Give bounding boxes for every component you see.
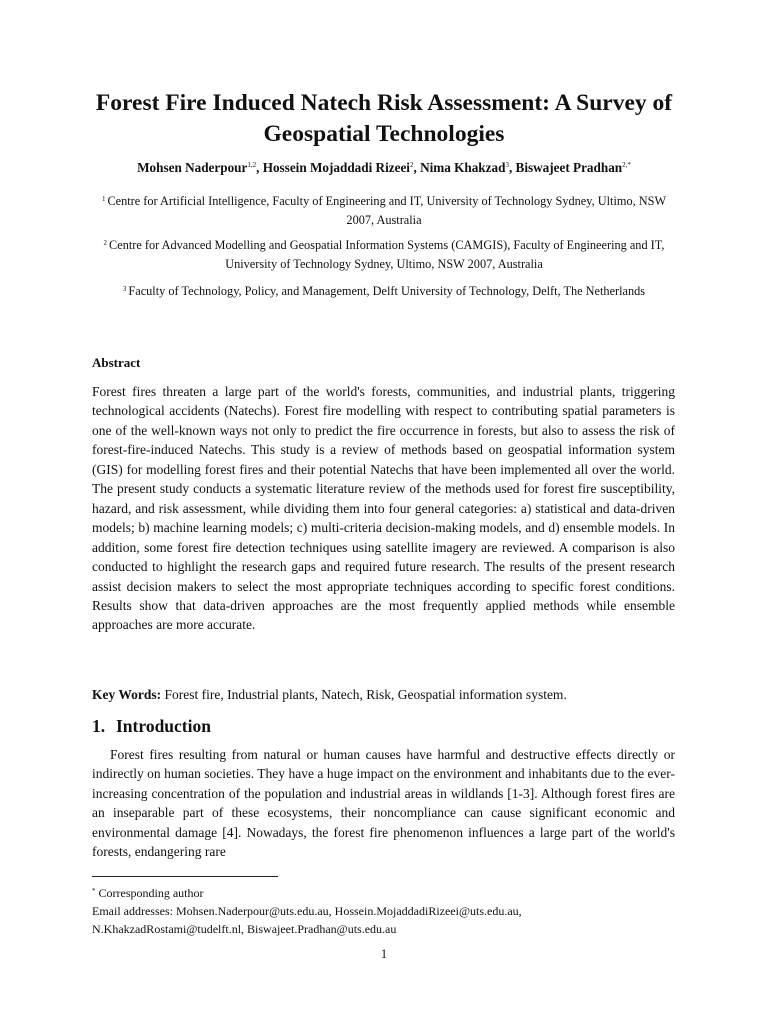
- footnote-label: Corresponding author: [98, 886, 204, 900]
- footnote-corresponding-line: [92, 882, 675, 902]
- section-title: Introduction: [116, 716, 211, 736]
- keywords-text: Forest fire, Industrial plants, Natech, Risk, Geospatial information system.: [164, 687, 567, 702]
- author-affil-mark: 1,2: [247, 161, 257, 169]
- paper-title: Forest Fire Induced Natech Risk Assessment: A Survey of Geospatial Technologies: [95, 90, 673, 147]
- section-heading-introduction: [92, 716, 211, 737]
- author-separator: ,: [508, 160, 516, 175]
- keywords-line: [92, 685, 675, 704]
- footnote-divider: [92, 876, 278, 877]
- footnote: [92, 882, 675, 938]
- affiliation-number: 2: [103, 239, 108, 247]
- author-separator: ,: [256, 160, 263, 175]
- author-name: Mohsen Naderpour: [137, 160, 248, 175]
- footnote-marker: *: [92, 887, 96, 895]
- author-name: Biswajeet Pradhan: [515, 160, 623, 175]
- abstract-heading: Abstract: [92, 355, 141, 370]
- author-affil-mark: 2: [409, 161, 414, 169]
- author-name: Nima Khakzad: [420, 160, 506, 175]
- author-list: [60, 160, 708, 176]
- affiliation-1: [92, 190, 676, 229]
- keywords-label: Key Words:: [92, 687, 162, 702]
- affiliation-number: 3: [122, 285, 127, 293]
- author-affil-mark: 3: [505, 161, 509, 169]
- affiliation-text: Centre for Advanced Modelling and Geospatial Information Systems (CAMGIS), Faculty of Engineering and IT, University of Technology Sydney, Ultimo, NSW 2007, Australia: [109, 238, 665, 271]
- affiliation-2: [92, 234, 676, 273]
- introduction-body: Forest fires resulting from natural or human causes have harmful and destructive effects directly or indirectly on human societies. They have a huge impact on the environment and inhabitants due to the ever-increasing concentration of the population and industrial areas in wildlands [1-3]. Although forest fires are an inseparable part of these ecosystems, their noncompliance can cause significant economic and environmental damage [4]. Nowadays, the forest fire phenomenon influences a large part of the world's forests, endangering rare: [92, 747, 675, 860]
- footnote-emails: Email addresses: Mohsen.Naderpour@uts.edu.au, Hossein.MojaddadiRizeei@uts.edu.au, N.KhakzadRostami@tudelft.nl, Biswajeet.Pradhan@uts.edu.au: [92, 904, 522, 936]
- page-number: 1: [380, 947, 388, 961]
- abstract-body: Forest fires threaten a large part of the world's forests, communities, and industrial plants, triggering technological accidents (Natechs). Forest fire modelling with respect to contributing spatial parameters is one of the well-known ways not only to predict the fire occurrence in forests, but also to assess the risk of forest-fire-induced Natechs. This study is a review of methods based on geospatial information system (GIS) for modelling forest fires and their potential Natechs that have been implemented all over the world. The present study conducts a systematic literature review of the methods used for forest fire susceptibility, hazard, and risk assessment, while dividing them into four general categories: a) statistical and data-driven models; b) machine learning models; c) multi-criteria decision-making models, and d) ensemble models. In addition, some forest fire detection techniques using satellite imagery are reviewed. A comparison is also conducted to highlight the research gaps and required future research. The results of the present research assist decision makers to select the most appropriate techniques according to specific forest conditions. Results show that data-driven approaches are the most frequently applied methods while ensemble approaches are more accurate.: [92, 384, 675, 633]
- affiliation-text: Faculty of Technology, Policy, and Management, Delft University of Technology, Delft, The Netherlands: [128, 284, 646, 298]
- affiliation-3: [92, 280, 676, 301]
- author-separator: ,: [413, 160, 421, 175]
- author-name: Hossein Mojaddadi Rizeei: [262, 160, 410, 175]
- affiliation-number: 1: [101, 195, 106, 203]
- section-number: 1.: [92, 716, 106, 736]
- affiliation-text: Centre for Artificial Intelligence, Faculty of Engineering and IT, University of Technology Sydney, Ultimo, NSW 2007, Australia: [107, 194, 667, 227]
- author-affil-mark: 2,*: [622, 161, 631, 169]
